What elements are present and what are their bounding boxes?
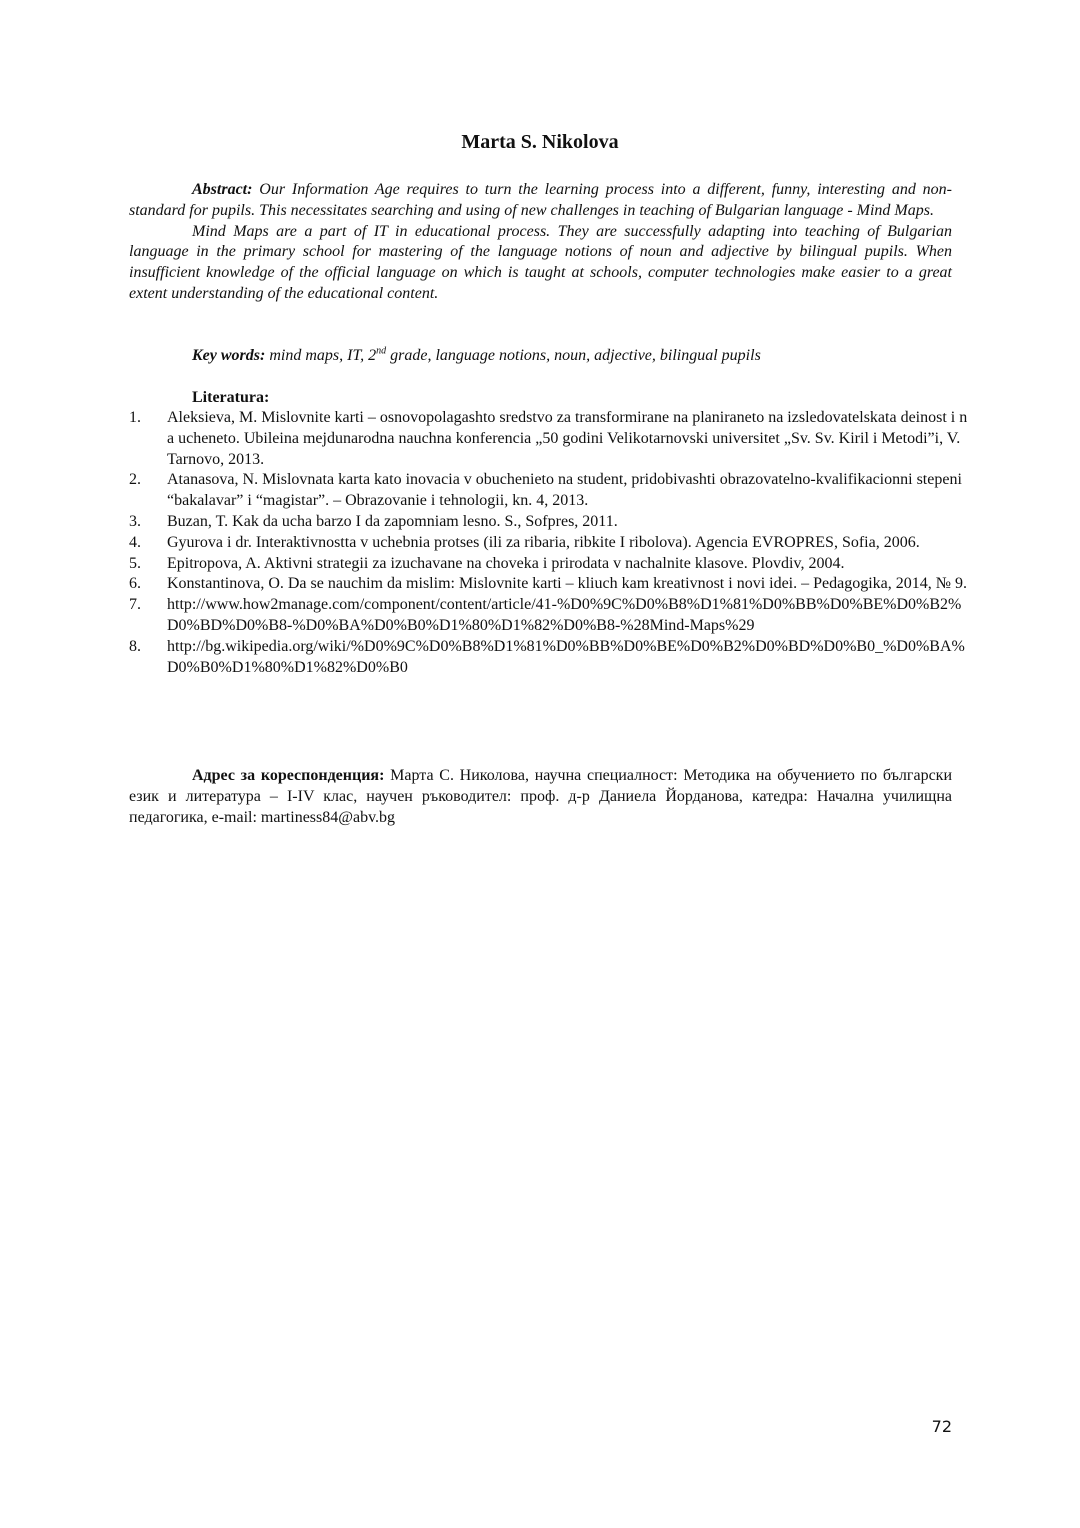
reference-item xyxy=(129,512,969,533)
reference-item xyxy=(129,574,969,595)
reference-number: 1. xyxy=(129,409,141,426)
reference-number: 6. xyxy=(129,575,141,593)
reference-number: 2. xyxy=(129,471,141,489)
abstract-section xyxy=(129,180,952,305)
author-name: Marta S. Nikolova xyxy=(461,131,619,153)
reference-text: Buzan, T. Kak da ucha barzo I da zapomniam lesno. S., Sofpres, 2011. xyxy=(167,512,618,530)
reference-item xyxy=(129,408,969,470)
reference-item xyxy=(129,595,969,637)
page-number: 72 xyxy=(931,1417,952,1436)
correspondence-address xyxy=(129,766,952,828)
reference-item xyxy=(129,637,969,679)
reference-list xyxy=(129,408,969,678)
address-label: Адрес за кореспонденция: xyxy=(192,767,385,784)
keywords-section xyxy=(129,345,952,367)
reference-text: Konstantinova, O. Da se nauchim da mislim: Mislovnite karti – kliuch kam kreativnost i novi idei. – Pedagogika, 2014, № 9. xyxy=(167,575,968,593)
reference-item xyxy=(129,470,969,512)
abstract-paragraph-2: Mind Maps are a part of IT in educational process. They are successfully adapting into teaching of Bulgarian language in the primary school for mastering of the language notions of noun and adjective by bilingual pupils. When insufficient knowledge of the official language on which is taught at schools, computer technologies make easier to a great extent understanding of the educational content. xyxy=(129,222,952,302)
reference-link[interactable]: http://bg.wikipedia.org/wiki/%D0%9C%D0%B8%D1%81%D0%BB%D0%BE%D0%B2%D0%BD%D0%B0_%D0%BA%D0%B0%D1%80%D1%82%D0%B0 xyxy=(167,637,965,676)
address-text: Марта С. Николова, научна специалност: Методика на обучението по български език и литература – I-IV клас, научен ръководител: проф. д-р Даниела Йорданова, катедра: Начална училищна педагогика, e-mail: martiness84@abv.bg xyxy=(129,767,953,826)
reference-number: 8. xyxy=(129,637,141,655)
reference-number: 4. xyxy=(129,533,141,551)
reference-item xyxy=(129,533,969,554)
abstract-paragraph-1 xyxy=(129,180,952,222)
abstract-label: Abstract: xyxy=(192,181,253,198)
reference-number: 7. xyxy=(129,596,141,614)
reference-link[interactable]: http://www.how2manage.com/component/content/article/41-%D0%9C%D0%B8%D1%81%D0%BB%D0%BE%D0%B2%D0%BD%D0%B8-%D0%BA%D0%B0%D1%80%D1%82%D0%B8-%28Mind-Maps%29 xyxy=(167,596,962,634)
keywords-superscript: nd xyxy=(376,345,387,357)
reference-text: Aleksieva, M. Mislovnite karti – osnovopolagashto sredstvo za transformirane na planiraneto na izsledovatelskata deinost i na ucheneto. Ubileina mejdunarodna nauchna konferencia „50 godini Velikotarnovski universitet „Sv. Sv. Kiril i Metodi”i, V. Tarnovo, 2013. xyxy=(167,409,968,468)
literature-heading: Literatura: xyxy=(192,389,270,406)
reference-item xyxy=(129,554,969,575)
reference-text: Atanasova, N. Mislovnata karta kato inovacia v obuchenieto na student, pridobivashti obrazovatelno-kvalifikacionni stepeni “bakalavar” i “magistar”. – Obrazovanie i tehnologii, kn. 4, 2013. xyxy=(167,471,962,510)
reference-text: Gyurova i dr. Interaktivnostta v uchebnia protses (ili za ribaria, ribkite I ribolova). Agencia EVROPRES, Sofia, 2006. xyxy=(167,533,920,551)
keywords-label: Key words: xyxy=(192,347,266,364)
reference-text: Epitropova, A. Aktivni strategii za izuchavane na choveka i prirodata v nachalnite klasove. Plovdiv, 2004. xyxy=(167,554,845,572)
reference-number: 3. xyxy=(129,512,141,530)
keywords-text-start: mind maps, IT, 2 xyxy=(269,347,377,364)
keywords-text-end: grade, language notions, noun, adjective, bilingual pupils xyxy=(390,347,761,364)
abstract-text-1: Our Information Age requires to turn the learning process into a different, funny, interesting and non-standard for pupils. This necessitates searching and using of new challenges in teaching of Bulgarian language - Mind Maps. xyxy=(129,181,953,219)
reference-number: 5. xyxy=(129,554,141,572)
